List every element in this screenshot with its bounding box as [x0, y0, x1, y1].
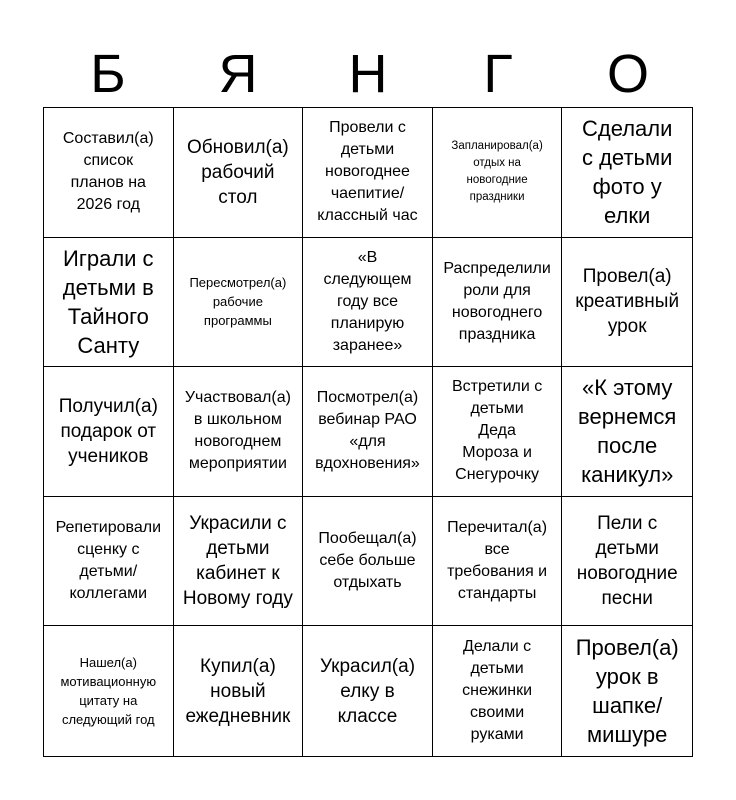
bingo-cell[interactable]	[433, 497, 563, 627]
bingo-cell-text: Пересмотрел(а) рабочие программы	[189, 275, 287, 329]
bingo-cell-text: Запланировал(а) отдых на новогодние праздники	[451, 140, 543, 204]
bingo-cell-text: Провел(а) креативный урок	[575, 266, 680, 338]
header-letter: Н	[348, 44, 388, 104]
bingo-header	[43, 40, 693, 108]
header-letter: О	[606, 44, 649, 104]
bingo-cell[interactable]	[174, 108, 304, 238]
bingo-cell-text: Участвовал(а) в школьном новогоднем мероприятии	[184, 389, 291, 473]
bingo-cell-text: Получил(а) подарок от учеников	[58, 395, 158, 467]
bingo-cell-text: «К этому вернемся после каникул»	[578, 375, 677, 488]
header-letter: Г	[483, 44, 513, 104]
bingo-cell-text: Купил(а) новый ежедневник	[185, 655, 291, 727]
bingo-board	[43, 107, 693, 757]
bingo-cell[interactable]	[174, 238, 304, 368]
bingo-cell-text: Составил(а) список планов на 2026 год	[62, 130, 154, 214]
bingo-cell-text: Пообещал(а) себе больше отдыхать	[318, 530, 417, 592]
bingo-cell-text: Нашел(а) мотивационную цитату на следующий год	[60, 655, 157, 728]
bingo-cell-text: Встретили с детьми Деда Мороза и Снегурочку	[451, 378, 543, 484]
bingo-cell[interactable]	[562, 367, 692, 497]
bingo-cell-text: Распределили роли для новогоднего праздника	[443, 259, 551, 343]
bingo-cell-text: Украсил(а) елку в классе	[319, 655, 416, 727]
bingo-cell-text: Делали с детьми снежинки своими руками	[462, 638, 533, 744]
header-letter: Б	[90, 44, 126, 104]
bingo-cell[interactable]	[174, 626, 304, 756]
bingo-cell[interactable]	[433, 238, 563, 368]
bingo-cell-text: Провел(а) урок в шапке/ мишуре	[575, 635, 679, 748]
bingo-cell[interactable]	[44, 238, 174, 368]
bingo-cell[interactable]	[303, 497, 433, 627]
bingo-cell[interactable]	[303, 367, 433, 497]
bingo-cell-text: Играли с детьми в Тайного Санту	[62, 245, 154, 358]
bingo-cell[interactable]	[303, 108, 433, 238]
bingo-cell[interactable]	[174, 367, 304, 497]
bingo-cell[interactable]	[433, 626, 563, 756]
bingo-cell-text: Пели с детьми новогодние песни	[576, 513, 678, 610]
bingo-cell[interactable]	[562, 626, 692, 756]
bingo-cell[interactable]	[562, 238, 692, 368]
bingo-cell-text: Перечитал(а) все требования и стандарты	[447, 519, 548, 603]
bingo-cell[interactable]	[562, 497, 692, 627]
bingo-cell-text: Провели с детьми новогоднее чаепитие/ классный час	[317, 119, 418, 225]
bingo-cell[interactable]	[303, 238, 433, 368]
bingo-cell[interactable]	[303, 626, 433, 756]
bingo-cell-text: Сделали с детьми фото у елки	[581, 116, 673, 229]
header-letter: Я	[218, 44, 258, 104]
bingo-cell[interactable]	[174, 497, 304, 627]
bingo-cell[interactable]	[44, 626, 174, 756]
bingo-cell-text: «В следующем году все планирую заранее»	[323, 248, 412, 354]
bingo-cell[interactable]	[44, 108, 174, 238]
bingo-cell[interactable]	[44, 367, 174, 497]
bingo-cell-text: Репетировали сценку с детьми/ коллегами	[55, 519, 162, 603]
bingo-cell-text: Украсили с детьми кабинет к Новому году	[182, 513, 293, 610]
bingo-cell[interactable]	[44, 497, 174, 627]
bingo-cell-text: Посмотрел(а) вебинар РАО «для вдохновения»	[315, 389, 420, 473]
bingo-cell[interactable]	[562, 108, 692, 238]
bingo-cell[interactable]	[433, 367, 563, 497]
bingo-cell-text: Обновил(а) рабочий стол	[187, 136, 289, 208]
bingo-cell[interactable]	[433, 108, 563, 238]
